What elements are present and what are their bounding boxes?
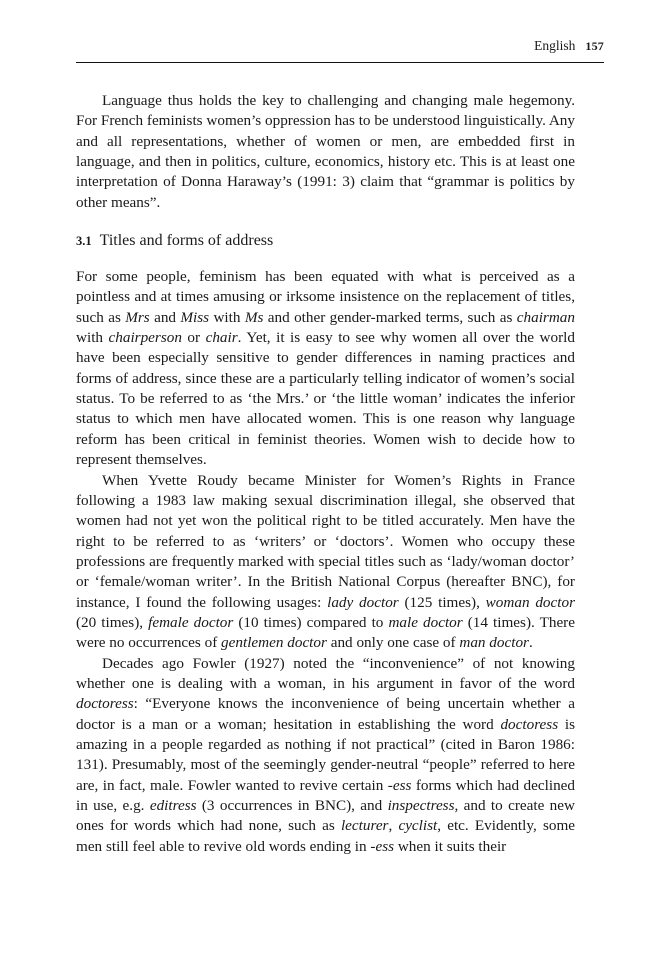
term: gentlemen doctor — [221, 634, 327, 652]
header-rule — [76, 62, 604, 63]
term: Ms — [244, 308, 264, 326]
term: chairman — [516, 308, 575, 326]
paragraph-2: For some people, feminism has been equated with what is perceived as a pointless and at times amusing or irksome insistence on the replacement of titles, such as Mrs and Miss with Ms and other gender-marked terms, such as chairman with chairperson or chair. Yet, it is easy to see why women all over the world have been especially sensitive to gender differences in naming practices and forms of address, since these are a particularly telling indicator of women’s social status. To be referred to as ‘the Mrs.’ or ‘the little woman’ indicates the inferior status to which men have allocated women. This is one reason why language reform has been critical in feminist theories. Women wish to decide how to represent themselves. — [76, 268, 575, 469]
term: editress — [149, 797, 197, 814]
term: doctoress — [500, 715, 559, 733]
term: woman doctor — [485, 593, 575, 611]
body-text — [76, 91, 575, 857]
term: cyclist — [398, 817, 438, 835]
term: lady doctor — [327, 593, 399, 611]
paragraph-1: Language thus holds the key to challenging and changing male hegemony. For French feminists women’s oppression has to be understood linguistically. Any and all representations, whether of women or men, are embedded first in language, and then in politics, culture, economics, history etc. This is at least one interpretation of Donna Haraway’s (1991: 3) claim that “grammar is politics by other means”. — [76, 92, 575, 211]
term: lecturer — [340, 817, 389, 835]
section-number: 3.1 — [76, 234, 92, 249]
term: ess — [392, 776, 412, 794]
term: Miss — [180, 308, 210, 326]
term: Mrs — [125, 308, 150, 326]
page-number: 157 — [585, 39, 604, 53]
term: chairperson — [108, 329, 182, 347]
term: ess — [375, 837, 395, 855]
paragraph-3: When Yvette Roudy became Minister for Women’s Rights in France following a 1983 law making sexual discrimination illegal, she observed that women had not yet won the political right to be titled accurately. Men have the right to be referred to as ‘writers’ or ‘doctors’. Women who occupy these professions are frequently marked with special titles such as ‘lady/woman doctor’ or ‘female/woman writer’. In the British National Corpus (hereafter BNC), for instance, I found the following usages: lady doctor (125 times), woman doctor (20 times), female doctor (10 times) compared to male doctor (14 times). There were no occurrences of gentlemen doctor and only one case of man doctor. — [76, 471, 575, 652]
term: male doctor — [388, 613, 463, 631]
paragraph-4: Decades ago Fowler (1927) noted the “inconvenience” of not knowing whether one is dealing with a woman, in his argument in favor of the word doctoress: “Everyone knows the inconvenience of being uncertain whether a doctor is a man or a woman; hesitation in establishing the word doctoress is amazing in a people regarded as nothing if not practical” (cited in Baron 1986: 131). Presumably, most of the seemingly gender-neutral “people” referred to here are, in fact, male. Fowler wanted to revive certain -ess forms which had declined in use, e.g. editress (3 occurrences in BNC), and inspectress, and to create new ones for words which had none, such as lecturer, cyclist, etc. Evidently, some men still feel able to revive old words ending in -ess when it suits their — [76, 654, 576, 855]
section-heading — [76, 231, 575, 251]
running-head-title: English — [534, 38, 576, 53]
term: doctoress — [76, 695, 134, 713]
term: female doctor — [148, 613, 234, 631]
term: chair — [205, 329, 238, 347]
term: man doctor — [459, 634, 529, 652]
section-title: Titles and forms of address — [99, 232, 274, 250]
running-head — [76, 38, 604, 58]
term: inspectress — [387, 797, 455, 814]
